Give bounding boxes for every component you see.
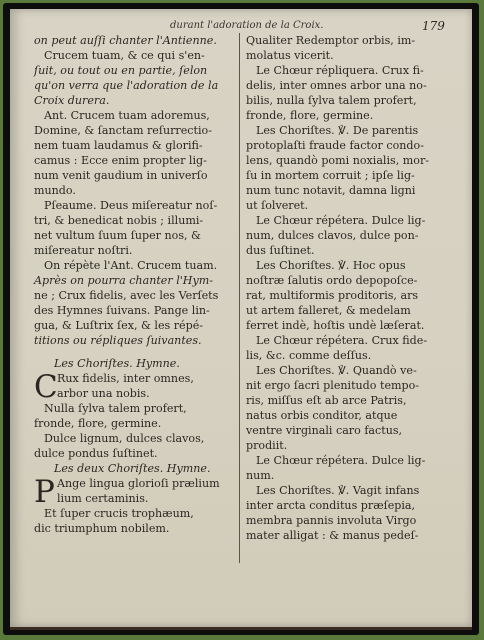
page-number: 179	[422, 19, 445, 33]
text-line: Ange lingua glorioſi prælium	[57, 477, 220, 490]
text-line: mundo.	[34, 184, 76, 197]
text-line: Les Choriſtes. ℣. De parentis	[256, 124, 419, 137]
text-line: ſu in mortem corruit ; ipſe lig-	[246, 169, 415, 182]
column-divider	[239, 33, 240, 563]
text-line: dus ſuſtinet.	[246, 244, 315, 257]
text-line: bilis, nulla ſylva talem profert,	[246, 94, 417, 107]
text-line: arbor una nobis.	[57, 387, 150, 400]
text-line: membra pannis involuta Virgo	[246, 514, 417, 527]
text-line: qu'on verra que l'adoration de la	[34, 79, 219, 92]
text-line: num tunc notavit, damna ligni	[246, 184, 416, 197]
text-line: Crucem tuam, & ce qui s'en-	[44, 49, 205, 62]
text-line: protoplaſti fraude factor condo-	[246, 139, 424, 152]
text-line: Pſeaume. Deus miſereatur noſ-	[44, 199, 218, 212]
text-line: camus : Ecce enim propter lig-	[34, 154, 207, 167]
text-line: Après on pourra chanter l'Hym-	[34, 274, 214, 287]
text-line: miſereatur noſtri.	[34, 244, 133, 257]
text-line: nit ergo ſacri plenitudo tempo-	[246, 379, 420, 392]
text-line: ut ſolveret.	[246, 199, 309, 212]
text-line: Domine, & ſanctam reſurrectio-	[34, 124, 212, 137]
text-line: fronde, flore, germine.	[34, 417, 162, 430]
text-line: ferret indè, hoſtis undè læſerat.	[246, 319, 425, 332]
text-line: Et ſuper crucis trophæum,	[44, 507, 194, 520]
text-line: titions ou répliques ſuivantes.	[34, 334, 202, 347]
hymn-stanza	[34, 474, 236, 510]
text-line: On répète l'Ant. Crucem tuam.	[44, 259, 218, 272]
text-line: Le Chœur répliquera. Crux fi-	[256, 64, 424, 77]
text-line: ut artem falleret, & medelam	[246, 304, 411, 317]
left-column	[34, 33, 236, 536]
hymn-heading: Les Choriſtes. Hymne.	[54, 357, 180, 370]
text-line: inter arcta conditus præſepia,	[246, 499, 416, 512]
text-line: Nulla ſylva talem profert,	[44, 402, 187, 415]
hymn-heading: Les deux Choriſtes. Hymne.	[54, 462, 211, 475]
text-line: dic triumphum nobilem.	[34, 522, 170, 535]
text-line: delis, inter omnes arbor una no-	[246, 79, 427, 92]
drop-capital: P	[34, 474, 55, 510]
text-line: dulce pondus ſuſtinet.	[34, 447, 158, 460]
right-column	[246, 33, 451, 543]
text-line: num.	[246, 469, 275, 482]
text-line: lens, quandò pomi noxialis, mor-	[246, 154, 430, 167]
text-line: Dulce lignum, dulces clavos,	[44, 432, 205, 445]
text-line: ne ; Crux fidelis, avec les Verſets	[34, 289, 219, 302]
text-line: tri, & benedicat nobis ; illumi-	[34, 214, 204, 227]
hymn-stanza	[34, 369, 236, 405]
text-line: Le Chœur répétera. Dulce lig-	[256, 454, 426, 467]
text-line: Rux fidelis, inter omnes,	[57, 372, 194, 385]
text-line: mater alligat : & manus pedeſ-	[246, 529, 419, 542]
text-line: gua, & Luſtrix ſex, & les répé-	[34, 319, 204, 332]
text-line: molatus vicerit.	[246, 49, 334, 62]
text-line: natus orbis conditor, atque	[246, 409, 398, 422]
text-line: Ant. Crucem tuam adoremus,	[44, 109, 210, 122]
book-page	[10, 9, 472, 627]
page-bottom-edge	[10, 627, 472, 630]
text-line: ſuit, ou tout ou en partie, ſelon	[34, 64, 208, 77]
text-line: Qualiter Redemptor orbis, im-	[246, 34, 416, 47]
text-line: Le Chœur répétera. Crux fide-	[256, 334, 428, 347]
text-line: des Hymnes ſuivans. Pange lin-	[34, 304, 210, 317]
text-line: ventre virginali caro factus,	[246, 424, 403, 437]
text-line: num, dulces clavos, dulce pon-	[246, 229, 419, 242]
text-line: Croix durera.	[34, 94, 110, 107]
running-head: durant l'adoration de la Croix.	[170, 20, 324, 31]
text-line: fronde, flore, germine.	[246, 109, 374, 122]
text-line: nem tuam laudamus & glorifi-	[34, 139, 203, 152]
text-line: Les Choriſtes. ℣. Quandò ve-	[256, 364, 417, 377]
text-line: Le Chœur répétera. Dulce lig-	[256, 214, 426, 227]
text-line: on peut auſſi chanter l'Antienne.	[34, 34, 217, 47]
text-line: prodiit.	[246, 439, 288, 452]
text-line: net vultum ſuum ſuper nos, &	[34, 229, 201, 242]
text-line: noſtræ ſalutis ordo depopoſce-	[246, 274, 418, 287]
text-line: lium certaminis.	[57, 492, 149, 505]
text-line: Les Choriſtes. ℣. Vagit infans	[256, 484, 420, 497]
text-line: ris, miſſus eſt ab arce Patris,	[246, 394, 407, 407]
text-line: num venit gaudium in univerſo	[34, 169, 208, 182]
text-line: lis, &c. comme deſſus.	[246, 349, 372, 362]
text-line: Les Choriſtes. ℣. Hoc opus	[256, 259, 406, 272]
drop-capital: C	[34, 369, 58, 405]
text-line: rat, multiformis proditoris, ars	[246, 289, 419, 302]
